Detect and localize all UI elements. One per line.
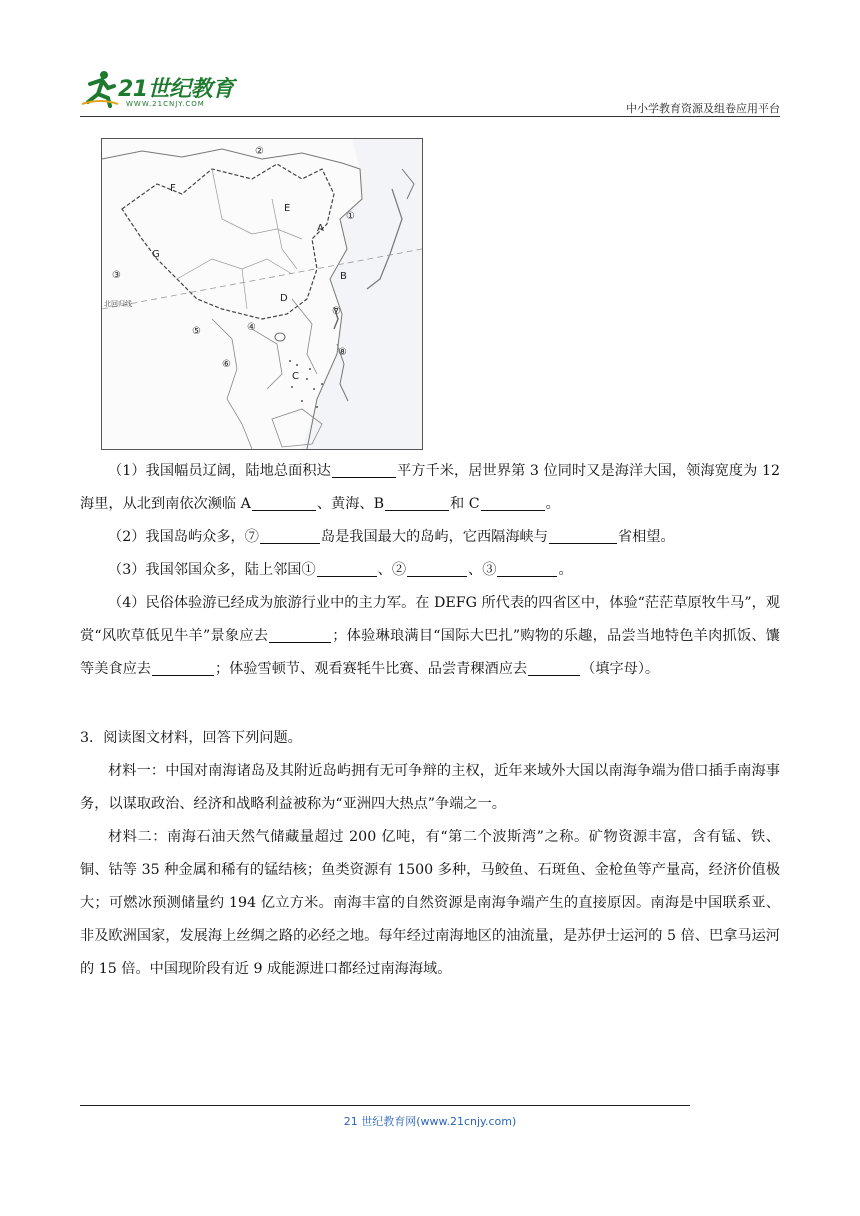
answer-blank-province[interactable] [549,527,617,544]
q2-part1-text-c: 、黄海、B [316,496,385,512]
q3-material-2: 材料二：南海石油天然气储藏量超过 200 亿吨，有“第二个波斯湾”之称。矿物资源丰富，含有锰、铁、铜、钴等 35 种金属和稀有的锰结核；鱼类资源有 1500 多种，马鲛鱼、石斑鱼、金枪鱼等产量高，经济价值极大；可燃冰预测储量约 194 亿立方米。南海丰富的自然资源是南海争端产生的直接原因。南海是中国联系亚、非及欧洲国家，发展海上丝绸之路的必经之地。每年经过南海地区的油流量，是苏伊士运河的 5 倍、巴拿马运河的 15 倍。中国现阶段有近 9 成能源进口都经过南海海域。 [80,829,780,977]
label-n3: ③ [112,270,121,281]
q2-part3 [80,554,780,587]
q2-part4 [80,587,780,686]
answer-blank-island[interactable] [260,527,320,544]
label-n1: ① [346,211,355,222]
logo-text: 21世纪教育 [118,77,234,102]
page-header [80,62,780,118]
q2-part3-text-a: （3）我国邻国众多，陆上邻国① [108,562,316,578]
logo-subtext: WWW.21CNJY.COM [126,100,205,108]
q2-part4-text-a: （4）民俗体验游已经成为旅游行业中的主力军。在 DEFG 所代表的四省区中，体验“茫茫草原牧牛马”，观赏“风吹草低见牛羊”景象应去 [80,595,780,644]
answer-blank-neighbor-1[interactable] [317,560,377,577]
q2-part2-text-a: （2）我国岛屿众多，⑦ [108,529,259,545]
answer-blank-bazaar[interactable] [152,659,214,676]
label-A: A [317,223,324,234]
footer-divider [80,1105,690,1106]
label-n8: ⑧ [338,347,347,358]
question-3-body [80,722,780,986]
map-drawing [102,139,422,449]
platform-title: 中小学教育资源及组卷应用平台 [626,102,780,115]
answer-blank-area[interactable] [332,461,396,478]
q3-title: 3．阅读图文材料，回答下列问题。 [80,730,302,746]
label-D: D [280,293,288,304]
runner-logo-icon [80,68,120,108]
answer-blank-c[interactable] [481,494,545,511]
q2-part3-text-d: 。 [558,562,573,578]
q2-part1-text-b: 平方千米，居世界第 3 位同时又是海洋大国，领海宽度为 12 海里，从北到南依次濒临 A [80,463,780,512]
q2-part3-text-c: 、③ [468,562,497,578]
label-n4: ④ [247,322,256,333]
q2-part1 [80,455,780,521]
q2-part4-text-b: ；体验琳琅满目“国际大巴扎”购物的乐趣，品尝当地特色羊肉抓饭、馕等美食应去 [80,628,780,677]
label-n6: ⑥ [222,359,231,370]
footer-site[interactable]: 21 世纪教育网(www.21cnjy.com) [343,1115,517,1128]
label-tropic: 北回归线 [104,300,132,308]
q2-part4-text-c: ；体验雪顿节、观看赛牦牛比赛、品尝青稞酒应去 [214,661,528,677]
label-B: B [340,271,347,282]
label-G: G [152,249,160,260]
q2-part2-text-b: 岛是我国最大的岛屿，它西隔海峡与 [320,529,548,545]
q2-part4-text-d: （填字母）。 [581,661,660,677]
asia-map [101,138,423,450]
logo [80,62,260,116]
q2-part3-text-b: 、② [377,562,407,578]
answer-blank-neighbor-2[interactable] [407,560,467,577]
label-n2: ② [255,146,264,157]
answer-blank-a[interactable] [252,494,316,511]
q2-part2-text-c: 省相望。 [617,529,675,545]
q3-material-1: 材料一：中国对南海诸岛及其附近岛屿拥有无可争辩的主权，近年来域外大国以南海争端为借口插手南海事务，以谋取政治、经济和战略利益被称为“亚洲四大热点”争端之一。 [80,763,780,812]
question-2-body [80,455,780,686]
q2-part1-text-d: 和 C [450,496,480,512]
label-C: C [292,371,299,382]
answer-blank-b[interactable] [385,494,449,511]
label-n7: ⑦ [332,306,341,317]
header-divider [80,116,780,117]
q2-part2 [80,521,780,554]
q2-part1-text-a: （1）我国幅员辽阔，陆地总面积达 [108,463,331,479]
q2-part1-text-e: 。 [545,496,560,512]
answer-blank-grassland[interactable] [269,626,331,643]
answer-blank-neighbor-3[interactable] [497,560,557,577]
answer-blank-shoton[interactable] [528,659,580,676]
label-n5: ⑤ [192,326,201,337]
label-E: E [284,203,291,214]
label-F: F [170,183,176,194]
